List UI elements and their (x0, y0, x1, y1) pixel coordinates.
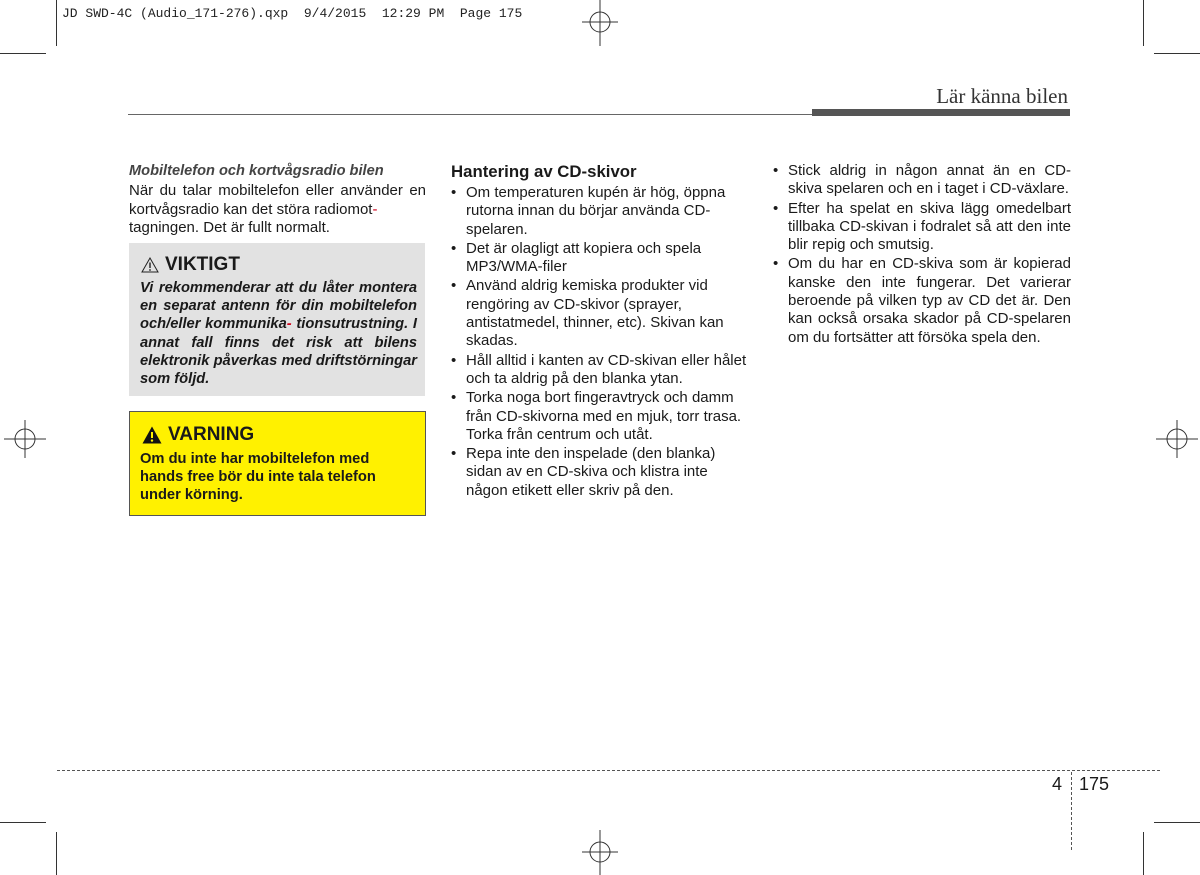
important-notice-box (129, 243, 425, 396)
page-number: 175 (1079, 774, 1110, 794)
important-notice-text (140, 279, 417, 388)
list-item: • Efter ha spelat en skiva lägg omedelbart tillbaka CD-skivan i fodralet så att den inte blir repig och smutsig. (773, 200, 1071, 255)
header-accent-bar (812, 109, 1070, 116)
warning-heading (142, 424, 254, 446)
notice-text: Vi rekommenderar att du låter montera en separat antenn för din mobiltelefon och/eller kommunika (140, 280, 417, 333)
subheading-mobile-radio: Mobiltelefon och kortvågsradio bilen (129, 163, 384, 179)
important-notice-title: VIKTIGT (165, 254, 240, 275)
paragraph-text: När du talar mobiltelefon eller använder en kortvågsradio kan det störa radiomot (129, 182, 426, 218)
list-item: • Om temperaturen kupén är hög, öppna rutorna innan du börjar använda CD-spelaren. (451, 184, 748, 239)
cd-handling-list (451, 184, 748, 500)
registration-mark-icon (1156, 418, 1198, 460)
list-item: • Torka noga bort fingeravtryck och damm från CD-skivorna med en mjuk, torr trasa. Torka från centrum och utåt. (451, 389, 748, 444)
crop-mark (1154, 53, 1200, 54)
footer-dashed-divider (1071, 772, 1072, 850)
crop-mark (56, 0, 57, 46)
warning-box (129, 411, 426, 516)
list-item: • Det är olagligt att kopiera och spela MP3/WMA-filer (451, 240, 748, 277)
list-item: • Repa inte den inspelade (den blanka) sidan av en CD-skiva och klistra inte någon etikett eller skriv på den. (451, 445, 748, 500)
chapter-number: 4 (1052, 774, 1063, 794)
hyphen-mark: - (286, 316, 292, 333)
column-3 (773, 162, 1071, 348)
registration-mark-icon (4, 418, 46, 460)
list-item: • Stick aldrig in någon annat än en CD-skiva spelaren och en i taget i CD-växlare. (773, 162, 1071, 199)
cd-handling-list-continued (773, 162, 1071, 347)
warning-title: VARNING (168, 424, 255, 445)
paragraph-text: tagningen. Det är fullt normalt. (129, 218, 330, 236)
paragraph-mobile-radio (129, 182, 426, 237)
list-item: • Om du har en CD-skiva som är kopierad kanske den inte fungerar. Det varierar beroende på vilken typ av CD det är. Den kan också orsaka skador på CD-spelaren om du fortsätter att försöka spela den. (773, 255, 1071, 346)
cd-handling-heading: Hantering av CD-skivor (451, 162, 637, 181)
crop-mark (0, 822, 46, 823)
hyphen-mark: - (372, 200, 378, 218)
print-header: JD SWD-4C (Audio_171-276).qxp 9/4/2015 12:29 PM Page 175 (62, 6, 523, 21)
footer-dashed-rule (57, 770, 1160, 771)
caution-triangle-icon (141, 257, 159, 273)
warning-text: Om du inte har mobiltelefon med hands free bör du inte tala telefon under körning. (140, 451, 376, 504)
registration-mark-icon (580, 0, 620, 46)
section-title: Lär känna bilen (936, 84, 1068, 108)
important-notice-heading (141, 254, 240, 276)
crop-mark (1154, 822, 1200, 823)
column-1 (129, 162, 426, 237)
notice-text: tionsutrustning. I annat fall finns det risk att bilens elektronik påverkas med driftstörningar som följd. (140, 316, 417, 388)
registration-mark-icon (580, 830, 620, 875)
crop-mark (0, 53, 46, 54)
list-item: • Använd aldrig kemiska produkter vid rengöring av CD-skivor (sprayer, antistatmedel, thinner, etc). Skivan kan skadas. (451, 277, 748, 350)
crop-mark (1143, 832, 1144, 875)
column-2 (451, 162, 748, 501)
warning-triangle-icon (142, 426, 162, 444)
list-item: • Håll alltid i kanten av CD-skivan eller hålet och ta aldrig på den blanka ytan. (451, 352, 748, 389)
crop-mark (1143, 0, 1144, 46)
crop-mark (56, 832, 57, 875)
